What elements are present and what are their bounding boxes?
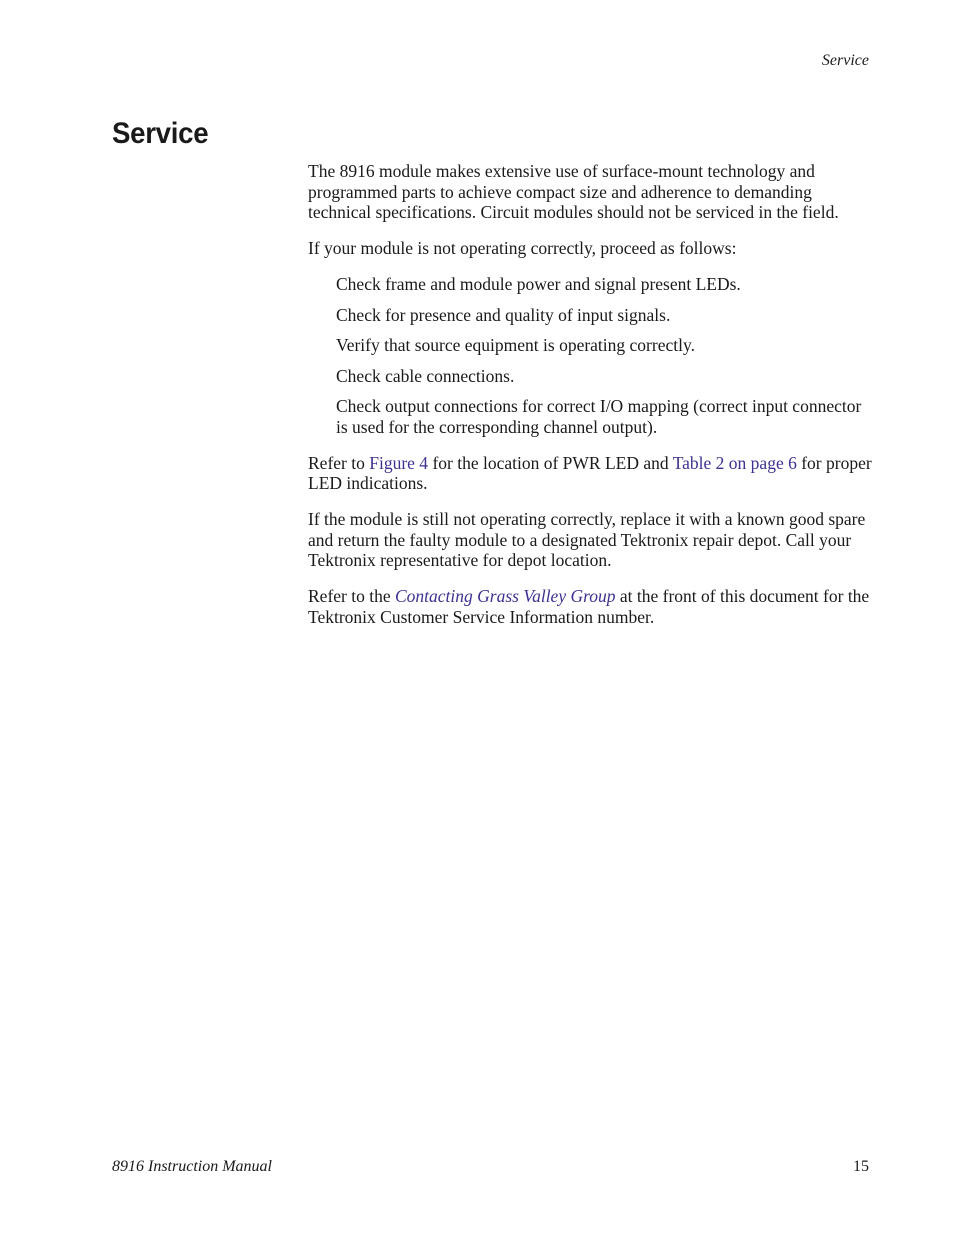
running-header: Service	[821, 52, 869, 69]
step-item: Verify that source equipment is operating correctly.	[336, 335, 695, 355]
contact-text: at the front of this document for the Tektronix Customer Service Information number.	[308, 586, 870, 627]
step-item: Check output connections for correct I/O mapping (correct input connector is used for the corresponding channel output).	[336, 396, 862, 437]
intro-paragraph: The 8916 module makes extensive use of surface-mount technology and programmed parts to achieve compact size and adherence to demanding technical specifications. Circuit modules should not be serviced in the field.	[308, 161, 839, 222]
refer-text: for the location of PWR LED and	[428, 452, 673, 473]
contact-paragraph	[308, 586, 873, 627]
troubleshooting-steps	[308, 274, 873, 437]
contacting-gvg-link[interactable]: Contacting Grass Valley Group	[394, 586, 616, 606]
section-title: Service	[112, 117, 209, 150]
step-item: Check for presence and quality of input signals.	[336, 304, 671, 325]
step-item: Check cable connections.	[336, 365, 515, 386]
refer-text: Refer to	[308, 452, 370, 473]
step-item: Check frame and module power and signal present LEDs.	[336, 274, 741, 294]
footer-page-number: 15	[853, 1158, 869, 1175]
footer-manual-title: 8916 Instruction Manual	[112, 1158, 272, 1175]
body-column	[308, 161, 873, 643]
refer-paragraph	[308, 453, 873, 494]
figure-4-link[interactable]: Figure 4	[369, 452, 429, 473]
proceed-paragraph: If your module is not operating correctly, proceed as follows:	[308, 238, 737, 258]
table-2-link[interactable]: Table 2 on page 6	[672, 452, 797, 473]
contact-text: Refer to the	[308, 586, 395, 606]
replace-paragraph: If the module is still not operating correctly, replace it with a known good spare and return the faulty module to a designated Tektronix repair depot. Call your Tektronix representative for depot location.	[308, 509, 866, 570]
refer-text: for proper LED indications.	[308, 452, 872, 493]
